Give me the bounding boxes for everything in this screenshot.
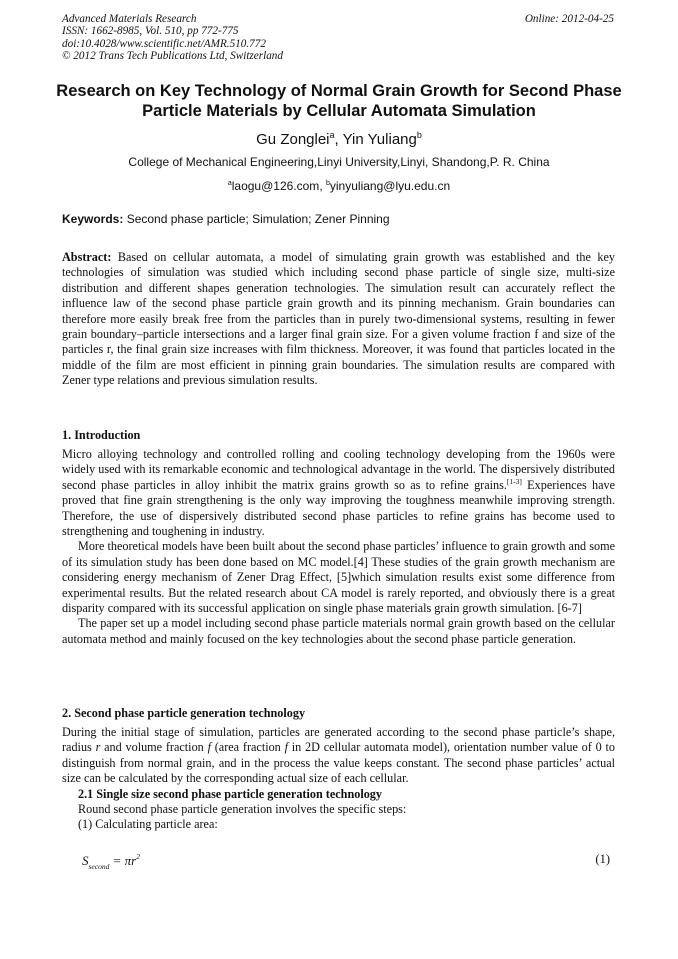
author-name: Yin Yuliang <box>342 131 417 148</box>
variable-r: r <box>95 740 101 755</box>
paper-title <box>56 81 622 121</box>
doi-line: doi:10.4028/www.scientific.net/AMR.510.772 <box>62 37 266 50</box>
affiliation: College of Mechanical Engineering,Linyi University,Linyi, Shandong,P. R. China <box>128 155 550 169</box>
equation-subscript: second <box>88 862 110 871</box>
authors <box>56 126 622 149</box>
online-date: Online: 2012-04-25 <box>524 13 614 25</box>
section-2-paragraph-1 <box>62 725 615 787</box>
subsection-heading-2-1: 2.1 Single size second phase particle generation technology <box>78 786 382 801</box>
section-2-body <box>62 725 615 833</box>
keywords-label: Keywords: <box>62 212 124 226</box>
equation-number: (1) <box>595 852 610 866</box>
equation-rhs: = πr <box>109 853 137 868</box>
body-text: (area fraction <box>210 740 285 755</box>
intro-text: Experiences have proved that fine grain strengthening is the only way improving the toughness meanwhile improving strength. Therefore, the use of dispersively distributed second phase particles to refine grains has become used to strengthening and toughening in industry. <box>62 477 615 539</box>
body-text: and volume fraction <box>100 740 208 755</box>
author-mark: b <box>416 130 422 140</box>
abstract-text: Based on cellular automata, a model of simulating grain growth was established and the key technologies of simulation was studied which including second phase particle of single size, multi-size distribution and different shapes generation technologies. The simulation result can accurately reflect the influence law of the second phase particle grain growth and its pinning mechanism. Grain boundaries can therefore more easily break free from the particles than in purely two-dimensional systems, resulting in fewer grain boundary–particle intersections and a larger final grain size. For a given volume fraction f and size of the particles r, the final grain size increases with film thickness. Moreover, it was found that particles located in the middle of the film are most efficient in pinning grain boundaries. The simulation results are compared with Zener type relations and previous simulation results. <box>62 250 615 388</box>
emails <box>56 177 622 193</box>
equation-lhs: S <box>82 853 89 868</box>
title-line-1: Research on Key Technology of Normal Grain Growth for Second Phase <box>56 82 622 100</box>
keywords-text: Second phase particle; Simulation; Zener Pinning <box>123 212 390 226</box>
subsection-paragraph-1: Round second phase particle generation involves the specific steps: <box>78 802 407 817</box>
email-link[interactable]: laogu@126.com <box>231 179 320 193</box>
abstract-label: Abstract: <box>62 250 112 264</box>
journal-header <box>62 13 283 63</box>
citation-ref: [1-3] <box>506 476 522 486</box>
title-line-2: Particle Materials by Cellular Automata Simulation <box>142 102 536 120</box>
email-separator: , <box>319 179 326 193</box>
variable-f: f <box>207 740 211 755</box>
copyright-line: © 2012 Trans Tech Publications Ltd, Switzerland <box>62 50 283 63</box>
email-link[interactable]: yinyuliang@lyu.edu.cn <box>329 179 451 193</box>
section-heading-2: 2. Second phase particle generation technology <box>62 706 306 720</box>
author-separator: , <box>334 131 343 148</box>
intro-paragraph-3: The paper set up a model including second phase particle materials normal grain growth based on the cellular automata method and mainly focused on the key technologies about the second phase particle generation. <box>62 616 615 646</box>
journal-name: Advanced Materials Research <box>62 13 197 25</box>
issn-line: ISSN: 1662-8985, Vol. 510, pp 772-775 <box>62 25 239 38</box>
variable-f: f <box>284 740 288 755</box>
body-text: in 2D cellular automata model), orientation number value of 0 to distinguish from normal grain, and in the process the value keeps constant. The second phase particles’ actual size can be calculated by the corresponding actual size of each cellular. <box>62 740 615 786</box>
equation-1 <box>82 852 140 871</box>
intro-paragraph-1 <box>62 447 615 539</box>
author-name: Gu Zonglei <box>256 131 330 148</box>
section-heading-introduction: 1. Introduction <box>62 428 141 442</box>
body-text: During the initial stage of simulation, particles are generated according to the second phase particle’s shape, radius <box>62 725 615 755</box>
keywords <box>62 212 390 226</box>
subsection-paragraph-2: (1) Calculating particle area: <box>78 817 218 832</box>
equation-exponent: 2 <box>136 852 140 861</box>
introduction-body <box>62 447 615 647</box>
intro-paragraph-2: More theoretical models have been built about the second phase particles’ influence to grain growth and some of its simulation study has been done based on MC model.[4] These studies of the grain growth mechanism are considering energy mechanism of Zener Drag Effect, [5]which simulation results exist some difference from experimental results. But the related research about CA model is rarely reported, and obviously there is a great disparity compared with its successful application on single phase materials grain growth simulation. [6-7] <box>62 539 615 616</box>
author-mark: a <box>329 130 335 140</box>
email-mark: b <box>325 180 330 187</box>
intro-text: Micro alloying technology and controlled rolling and cooling technology developing from the 1960s were widely used with its remarkable economic and technological advantage in the world. The dispersively distributed second phase particles in alloy inhibit the matrix grains growth so as to refine grains. <box>62 447 615 492</box>
email-mark: a <box>227 180 232 187</box>
abstract <box>62 250 615 389</box>
